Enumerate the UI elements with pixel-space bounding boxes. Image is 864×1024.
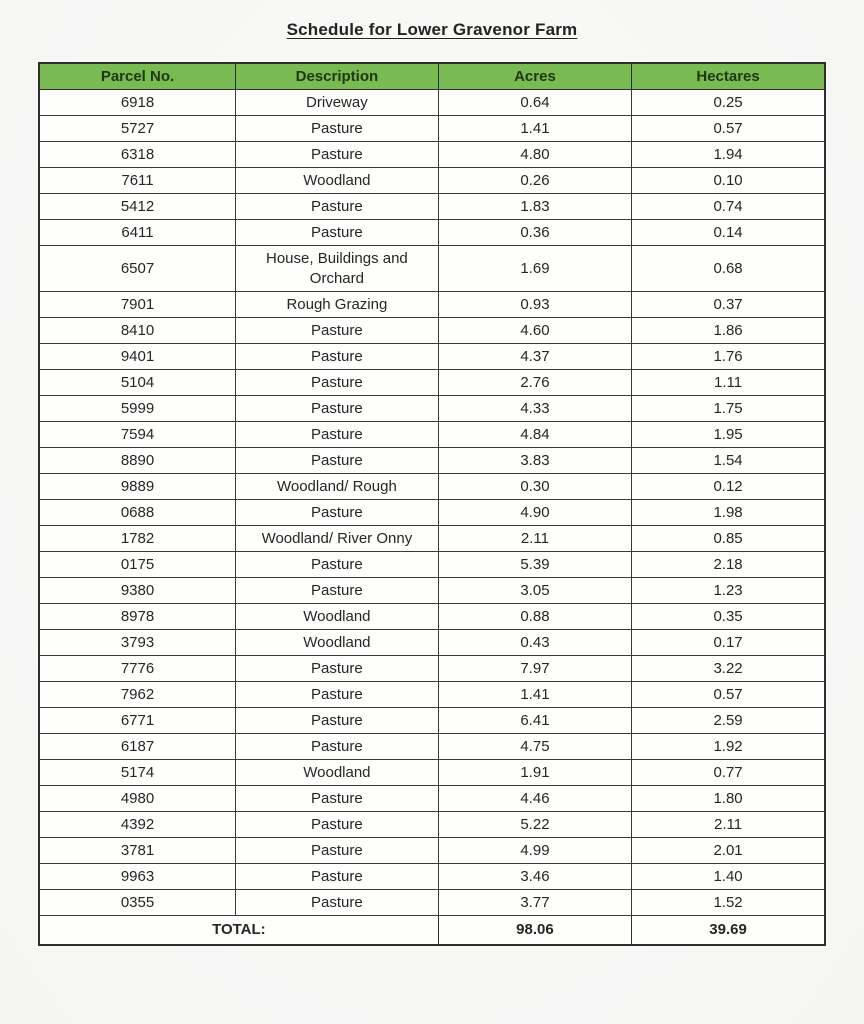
cell-description: Pasture [236,370,439,396]
cell-acres: 3.46 [438,864,631,890]
cell-acres: 7.97 [438,656,631,682]
table-row [39,786,825,812]
cell-description: Pasture [236,864,439,890]
cell-description: Pasture [236,116,439,142]
cell-description: Pasture [236,318,439,344]
cell-parcel-no: 0355 [39,890,236,916]
cell-description: Pasture [236,682,439,708]
cell-parcel-no: 0688 [39,500,236,526]
cell-description: Pasture [236,500,439,526]
cell-hectares: 0.25 [632,90,825,116]
table-row [39,168,825,194]
cell-hectares: 0.37 [632,292,825,318]
cell-acres: 0.26 [438,168,631,194]
cell-hectares: 1.86 [632,318,825,344]
table-row [39,90,825,116]
cell-acres: 4.84 [438,422,631,448]
table-row [39,760,825,786]
cell-acres: 0.64 [438,90,631,116]
cell-parcel-no: 5999 [39,396,236,422]
cell-hectares: 1.52 [632,890,825,916]
cell-parcel-no: 6771 [39,708,236,734]
cell-acres: 1.91 [438,760,631,786]
table-header-row [39,63,825,90]
cell-hectares: 1.95 [632,422,825,448]
cell-hectares: 2.59 [632,708,825,734]
cell-acres: 0.88 [438,604,631,630]
cell-hectares: 0.77 [632,760,825,786]
cell-acres: 5.39 [438,552,631,578]
cell-hectares: 0.10 [632,168,825,194]
cell-acres: 2.11 [438,526,631,552]
cell-description: Pasture [236,220,439,246]
cell-hectares: 1.11 [632,370,825,396]
total-label: TOTAL: [39,916,438,946]
cell-description: Pasture [236,734,439,760]
cell-parcel-no: 6318 [39,142,236,168]
cell-parcel-no: 7962 [39,682,236,708]
cell-description: Pasture [236,812,439,838]
cell-parcel-no: 6918 [39,90,236,116]
cell-description: Pasture [236,786,439,812]
cell-hectares: 0.12 [632,474,825,500]
cell-hectares: 0.68 [632,246,825,292]
cell-parcel-no: 4980 [39,786,236,812]
cell-acres: 5.22 [438,812,631,838]
cell-parcel-no: 5412 [39,194,236,220]
table-row [39,656,825,682]
cell-parcel-no: 0175 [39,552,236,578]
cell-parcel-no: 4392 [39,812,236,838]
cell-parcel-no: 8978 [39,604,236,630]
cell-acres: 4.80 [438,142,631,168]
table-row [39,682,825,708]
table-row [39,318,825,344]
cell-description: Pasture [236,448,439,474]
cell-parcel-no: 8410 [39,318,236,344]
cell-parcel-no: 6187 [39,734,236,760]
cell-hectares: 1.23 [632,578,825,604]
cell-hectares: 1.92 [632,734,825,760]
cell-acres: 0.36 [438,220,631,246]
cell-description: Pasture [236,838,439,864]
cell-parcel-no: 7594 [39,422,236,448]
table-row [39,812,825,838]
total-row [39,916,825,946]
cell-description: Woodland [236,168,439,194]
table-row [39,604,825,630]
cell-description: Pasture [236,142,439,168]
cell-description: Pasture [236,396,439,422]
table-row [39,630,825,656]
cell-acres: 4.33 [438,396,631,422]
cell-hectares: 1.80 [632,786,825,812]
cell-parcel-no: 7901 [39,292,236,318]
table-row [39,246,825,292]
cell-hectares: 0.85 [632,526,825,552]
cell-acres: 4.60 [438,318,631,344]
cell-acres: 3.05 [438,578,631,604]
cell-parcel-no: 1782 [39,526,236,552]
cell-acres: 6.41 [438,708,631,734]
cell-description: Pasture [236,344,439,370]
cell-parcel-no: 5104 [39,370,236,396]
cell-hectares: 1.98 [632,500,825,526]
cell-description: Pasture [236,552,439,578]
schedule-table [38,62,826,946]
cell-parcel-no: 3793 [39,630,236,656]
cell-description: Woodland/ Rough [236,474,439,500]
table-row [39,370,825,396]
cell-description: Pasture [236,708,439,734]
cell-description: Woodland [236,604,439,630]
table-row [39,838,825,864]
total-hectares: 39.69 [632,916,825,946]
cell-description: Pasture [236,656,439,682]
column-header-description: Description [236,63,439,90]
cell-hectares: 3.22 [632,656,825,682]
cell-description: House, Buildings and Orchard [236,246,439,292]
cell-parcel-no: 6507 [39,246,236,292]
document-title: Schedule for Lower Gravenor Farm [286,20,578,39]
cell-hectares: 1.76 [632,344,825,370]
cell-hectares: 1.40 [632,864,825,890]
cell-acres: 3.83 [438,448,631,474]
table-row [39,142,825,168]
table-row [39,448,825,474]
cell-hectares: 0.14 [632,220,825,246]
cell-description: Rough Grazing [236,292,439,318]
cell-acres: 1.41 [438,682,631,708]
cell-parcel-no: 7611 [39,168,236,194]
column-header-hectares: Hectares [632,63,825,90]
cell-description: Pasture [236,890,439,916]
cell-acres: 4.75 [438,734,631,760]
cell-hectares: 0.74 [632,194,825,220]
cell-description: Driveway [236,90,439,116]
cell-acres: 1.69 [438,246,631,292]
cell-description: Pasture [236,422,439,448]
table-row [39,578,825,604]
table-row [39,292,825,318]
cell-description: Woodland [236,760,439,786]
cell-hectares: 0.35 [632,604,825,630]
table-row [39,890,825,916]
cell-parcel-no: 9889 [39,474,236,500]
cell-hectares: 2.01 [632,838,825,864]
table-row [39,734,825,760]
cell-hectares: 0.57 [632,116,825,142]
cell-acres: 0.30 [438,474,631,500]
cell-hectares: 0.57 [632,682,825,708]
cell-acres: 4.37 [438,344,631,370]
cell-parcel-no: 7776 [39,656,236,682]
cell-acres: 4.99 [438,838,631,864]
cell-parcel-no: 9963 [39,864,236,890]
column-header-acres: Acres [438,63,631,90]
cell-hectares: 2.11 [632,812,825,838]
cell-hectares: 2.18 [632,552,825,578]
cell-parcel-no: 3781 [39,838,236,864]
cell-parcel-no: 5174 [39,760,236,786]
table-body [39,90,825,916]
cell-acres: 0.43 [438,630,631,656]
cell-description: Pasture [236,578,439,604]
table-row [39,500,825,526]
table-row [39,474,825,500]
table-row [39,220,825,246]
table-row [39,552,825,578]
cell-hectares: 1.75 [632,396,825,422]
cell-acres: 4.90 [438,500,631,526]
total-acres: 98.06 [438,916,631,946]
cell-parcel-no: 5727 [39,116,236,142]
cell-hectares: 1.54 [632,448,825,474]
cell-description: Woodland/ River Onny [236,526,439,552]
cell-acres: 3.77 [438,890,631,916]
cell-parcel-no: 9401 [39,344,236,370]
cell-parcel-no: 8890 [39,448,236,474]
cell-description: Pasture [236,194,439,220]
cell-hectares: 1.94 [632,142,825,168]
table-row [39,396,825,422]
cell-description: Woodland [236,630,439,656]
cell-hectares: 0.17 [632,630,825,656]
cell-acres: 1.83 [438,194,631,220]
cell-acres: 0.93 [438,292,631,318]
table-row [39,116,825,142]
cell-parcel-no: 6411 [39,220,236,246]
cell-parcel-no: 9380 [39,578,236,604]
cell-acres: 2.76 [438,370,631,396]
table-row [39,344,825,370]
cell-acres: 4.46 [438,786,631,812]
table-row [39,526,825,552]
table-row [39,194,825,220]
cell-acres: 1.41 [438,116,631,142]
column-header-parcel-no: Parcel No. [39,63,236,90]
table-row [39,422,825,448]
table-row [39,708,825,734]
table-row [39,864,825,890]
